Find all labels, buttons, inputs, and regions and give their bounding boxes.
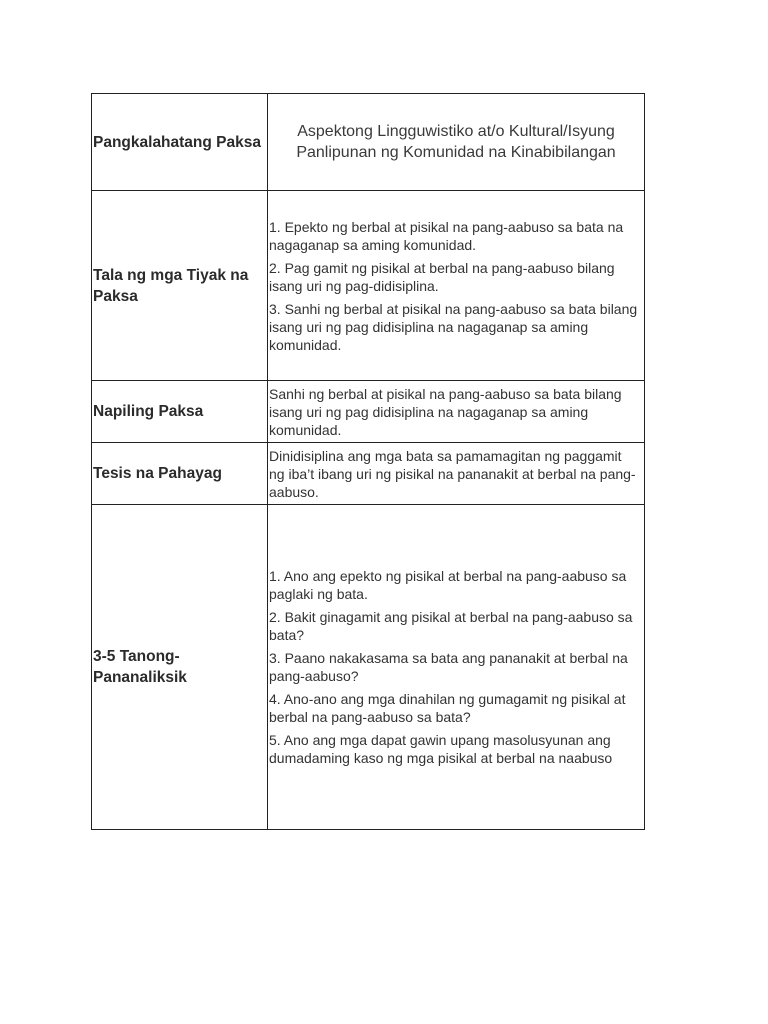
research-questions-label: 3-5 Tanong-Pananaliksik — [92, 505, 268, 830]
research-question-item: 4. Ano-ano ang mga dinahilan ng gumagamit ng pisikal at berbal na pang-aabuso sa bata? — [269, 691, 626, 725]
table-row-research-questions — [92, 505, 645, 830]
topic-table — [91, 93, 645, 830]
general-topic-content: Aspektong Lingguwistiko at/o Kultural/Isyung Panlipunan ng Komunidad na Kinabibilangan — [268, 94, 645, 191]
chosen-topic-label: Napiling Paksa — [92, 381, 268, 443]
specific-topics-label: Tala ng mga Tiyak na Paksa — [92, 191, 268, 381]
specific-topic-item: 3. Sanhi ng berbal at pisikal na pang-aabuso sa bata bilang isang uri ng pag didisiplina na nagaganap sa aming komunidad. — [269, 300, 638, 353]
table-row-specific-topics — [92, 191, 645, 381]
research-question-item: 5. Ano ang mga dapat gawin upang masolusyunan ang dumadaming kaso ng mga pisikal at berbal na naabuso — [269, 732, 613, 766]
table-row-general-topic — [92, 94, 645, 191]
table-row-chosen-topic — [92, 381, 645, 443]
research-question-item: 3. Paano nakakasama sa bata ang pananakit at berbal na pang-aabuso? — [269, 650, 628, 684]
research-questions-content — [268, 505, 645, 830]
research-question-item: 2. Bakit ginagamit ang pisikal at berbal na pang-aabuso sa bata? — [269, 609, 633, 643]
thesis-label: Tesis na Pahayag — [92, 443, 268, 505]
thesis-text: Dinidisiplina ang mga bata sa pamamagitan ng paggamit ng iba’t ibang uri ng pisikal na pananakit at berbal na pang-aabuso. — [269, 447, 636, 500]
specific-topic-item: 2. Pag gamit ng pisikal at berbal na pang-aabuso bilang isang uri ng pag-didisiplina. — [269, 259, 615, 294]
specific-topics-content — [268, 191, 645, 381]
specific-topic-item: 1. Epekto ng berbal at pisikal na pang-aabuso sa bata na nagaganap sa aming komunidad. — [269, 218, 624, 253]
research-question-item: 1. Ano ang epekto ng pisikal at berbal na pang-aabuso sa paglaki ng bata. — [269, 568, 627, 602]
chosen-topic-text: Sanhi ng berbal at pisikal na pang-aabuso sa bata bilang isang uri ng pag didisiplina na nagaganap sa aming komunidad. — [269, 385, 622, 438]
chosen-topic-content — [268, 381, 645, 443]
table-row-thesis — [92, 443, 645, 505]
thesis-content — [268, 443, 645, 505]
general-topic-label: Pangkalahatang Paksa — [92, 94, 268, 191]
